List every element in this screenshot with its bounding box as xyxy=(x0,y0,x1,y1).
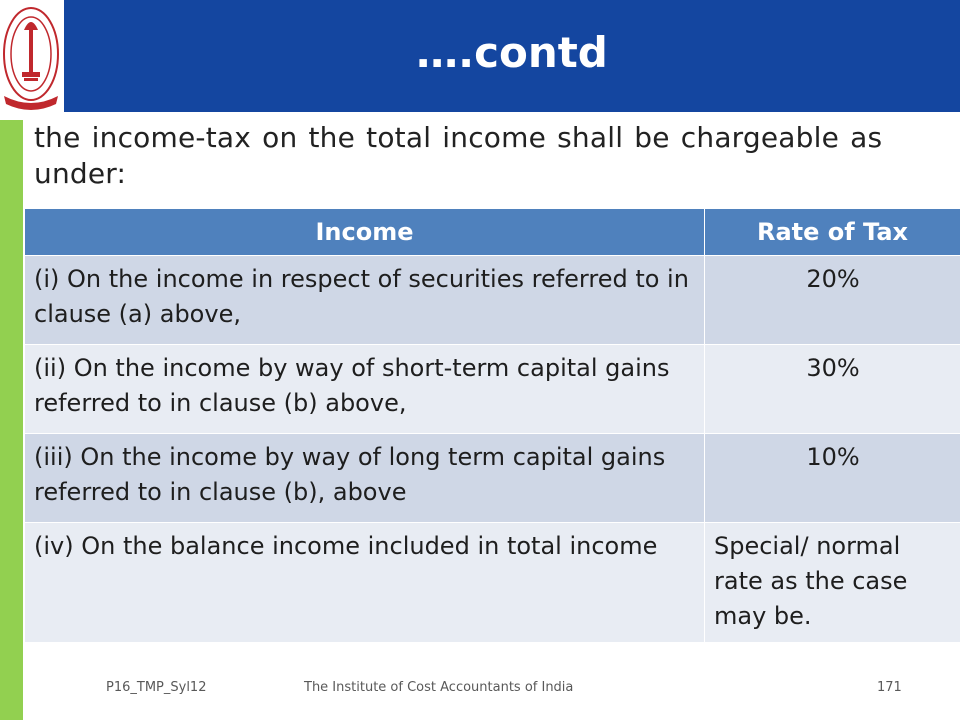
footer-institute-name: The Institute of Cost Accountants of India xyxy=(304,680,574,695)
rate-cell: Special/ normal rate as the case may be. xyxy=(705,523,960,643)
side-accent-bar xyxy=(0,120,23,720)
rate-cell: 30% xyxy=(705,345,960,434)
table-row xyxy=(25,256,960,345)
table-header-row xyxy=(25,209,960,256)
rate-column-header: Rate of Tax xyxy=(705,209,960,256)
institute-logo xyxy=(0,0,64,112)
tax-rate-table xyxy=(24,208,960,643)
page-number: 171 xyxy=(877,680,902,695)
rate-cell: 10% xyxy=(705,434,960,523)
income-column-header: Income xyxy=(25,209,705,256)
intro-text: the income-tax on the total income shall be chargeable as under: xyxy=(34,121,883,190)
page-title: ….contd xyxy=(416,27,608,77)
income-cell: (iii) On the income by way of long term capital gains referred to in clause (b), above xyxy=(25,434,705,523)
income-cell: (ii) On the income by way of short-term capital gains referred to in clause (b) above, xyxy=(25,345,705,434)
table-row xyxy=(25,434,960,523)
table-row xyxy=(25,345,960,434)
footer-course-code: P16_TMP_Syl12 xyxy=(106,680,207,695)
seal-icon xyxy=(0,0,64,112)
income-cell: (i) On the income in respect of securities referred to in clause (a) above, xyxy=(25,256,705,345)
rate-cell: 20% xyxy=(705,256,960,345)
table-row xyxy=(25,523,960,643)
income-cell: (iv) On the balance income included in total income xyxy=(25,523,705,643)
